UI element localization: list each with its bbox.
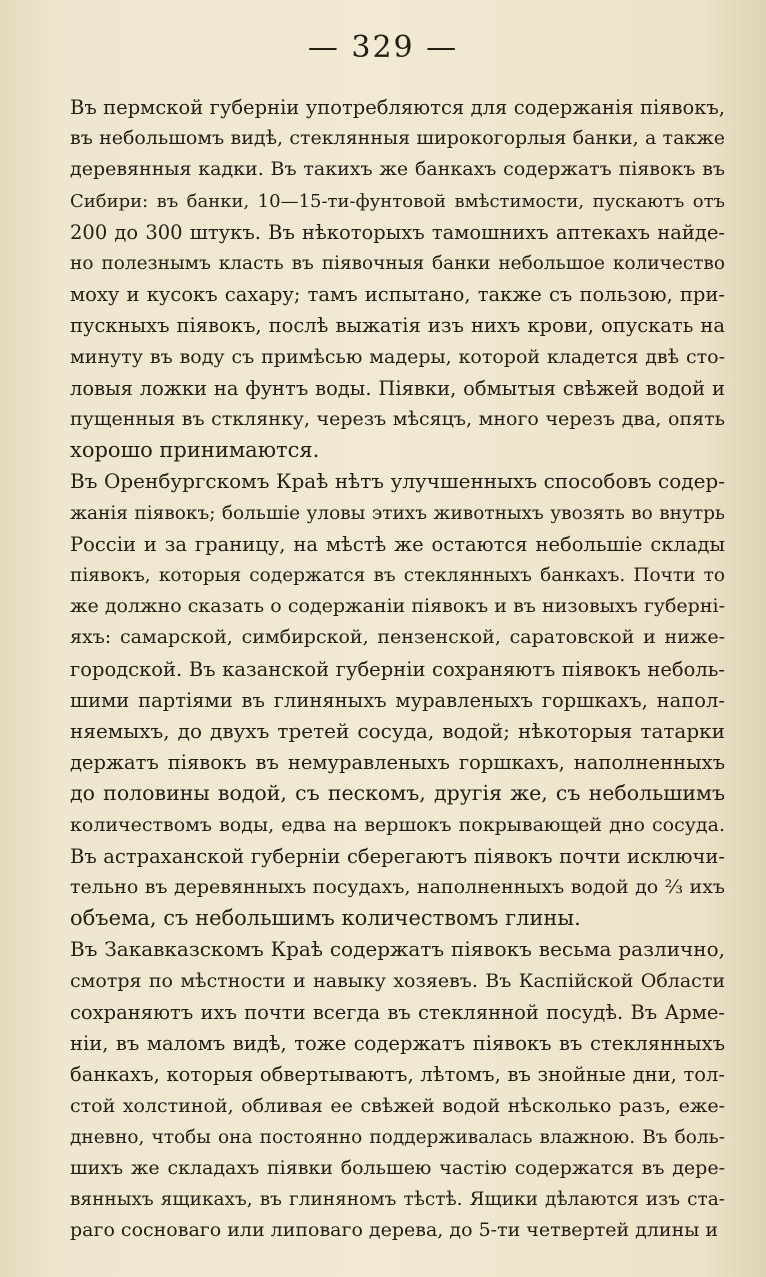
text-line: стой холстиной, обливая ее свѣжей водой нѣсколько разъ, еже-: [70, 1094, 725, 1117]
text-line: яхъ: самарской, симбирской, пензенской, саратовской и ниже-: [70, 626, 725, 649]
paragraph: [70, 934, 725, 1246]
paragraph: [70, 92, 725, 466]
text-line: пущенныя въ стклянку, черезъ мѣсяцъ, много черезъ два, опять: [70, 408, 725, 431]
text-body: [70, 92, 725, 1247]
text-line: но полезнымъ класть въ піявочныя банки небольшое количество: [70, 253, 725, 275]
text-line: 200 до 300 штукъ. Въ нѣкоторыхъ тамошнихъ аптекахъ найде-: [70, 220, 725, 244]
text-line: Въ Оренбургскомъ Краѣ нѣтъ улучшенныхъ способовъ содер-: [70, 469, 725, 494]
text-line: хорошо принимаются.: [70, 438, 320, 463]
text-line: моху и кусокъ сахару; тамъ испытано, также съ пользою, при-: [70, 283, 725, 307]
text-line: вянныхъ ящикахъ, въ глиняномъ тѣстѣ. Ящики дѣлаются изъ ста-: [70, 1189, 725, 1211]
text-line: Россіи и за границу, на мѣстѣ же остаются небольшіе склады: [70, 532, 725, 556]
text-line: тельно въ деревянныхъ посудахъ, наполненныхъ водой до ⅔ ихъ: [70, 876, 725, 899]
text-line: минуту въ воду съ примѣсью мадеры, которой кладется двѣ сто-: [70, 345, 725, 368]
text-line: смотря по мѣстности и навыку хозяевъ. Въ Каспійской Области: [70, 969, 725, 992]
text-line: няемыхъ, до двухъ третей сосуда, водой; нѣкоторыя татарки: [70, 719, 725, 744]
text-line: Сибири: въ банки, 10—15-ти-фунтовой вмѣстимости, пускаютъ отъ: [70, 190, 725, 212]
paragraph: [70, 466, 725, 934]
text-line: Въ Закавказскомъ Краѣ содержатъ піявокъ весьма различно,: [70, 937, 725, 962]
text-line: деревянныя кадки. Въ такихъ же банкахъ содержатъ піявокъ въ: [70, 158, 725, 181]
text-line: сохраняютъ ихъ почти всегда въ стеклянной посудѣ. Въ Арме-: [70, 1000, 725, 1024]
text-line: городской. Въ казанской губерніи сохраняютъ піявокъ неболь-: [70, 657, 725, 681]
text-line: въ небольшомъ видѣ, стеклянныя широкогорлыя банки, а также: [70, 127, 725, 150]
text-line: же должно сказать о содержаніи піявокъ и въ низовыхъ губерні-: [70, 595, 725, 618]
text-line: количествомъ воды, едва на вершокъ покрывающей дно сосуда.: [70, 813, 725, 836]
text-line: пускныхъ піявокъ, послѣ выжатія изъ нихъ крови, опускать на: [70, 314, 725, 338]
page-number: — 329 —: [307, 30, 459, 65]
text-line: объема, съ небольшимъ количествомъ глины.: [70, 906, 581, 931]
text-line: ловыя ложки на фунтъ воды. Піявки, обмытыя свѣжей водой и: [70, 376, 725, 400]
text-line: держатъ піявокъ въ немуравленыхъ горшкахъ, наполненныхъ: [70, 751, 725, 775]
text-line: піявокъ, которыя содержатся въ стеклянныхъ банкахъ. Почти то: [70, 565, 725, 587]
text-line: ніи, въ маломъ видѣ, тоже содержатъ піявокъ въ стеклянныхъ: [70, 1032, 725, 1056]
text-line: банкахъ, которыя обвертываютъ, лѣтомъ, въ знойные дни, тол-: [70, 1063, 725, 1087]
text-line: до половины водой, съ пескомъ, другія же, съ небольшимъ: [70, 781, 725, 806]
text-line: жанія піявокъ; большіе уловы этихъ животныхъ увозять во внутрь: [70, 502, 725, 524]
text-line: шими партіями въ глиняныхъ муравленыхъ горшкахъ, напол-: [70, 688, 725, 712]
text-line: Въ пермской губерніи употребляются для содержанія піявокъ,: [70, 96, 725, 119]
text-line: Въ астраханской губерніи сберегаютъ піявокъ почти исключи-: [70, 844, 725, 868]
text-line: шихъ же складахъ піявки большею частію содержатся въ дере-: [70, 1156, 725, 1179]
text-line: дневно, чтобы она постоянно поддерживалась влажною. Въ боль-: [70, 1126, 725, 1148]
text-line: раго сосноваго или липоваго дерева, до 5-ти четвертей длины и: [70, 1219, 719, 1242]
